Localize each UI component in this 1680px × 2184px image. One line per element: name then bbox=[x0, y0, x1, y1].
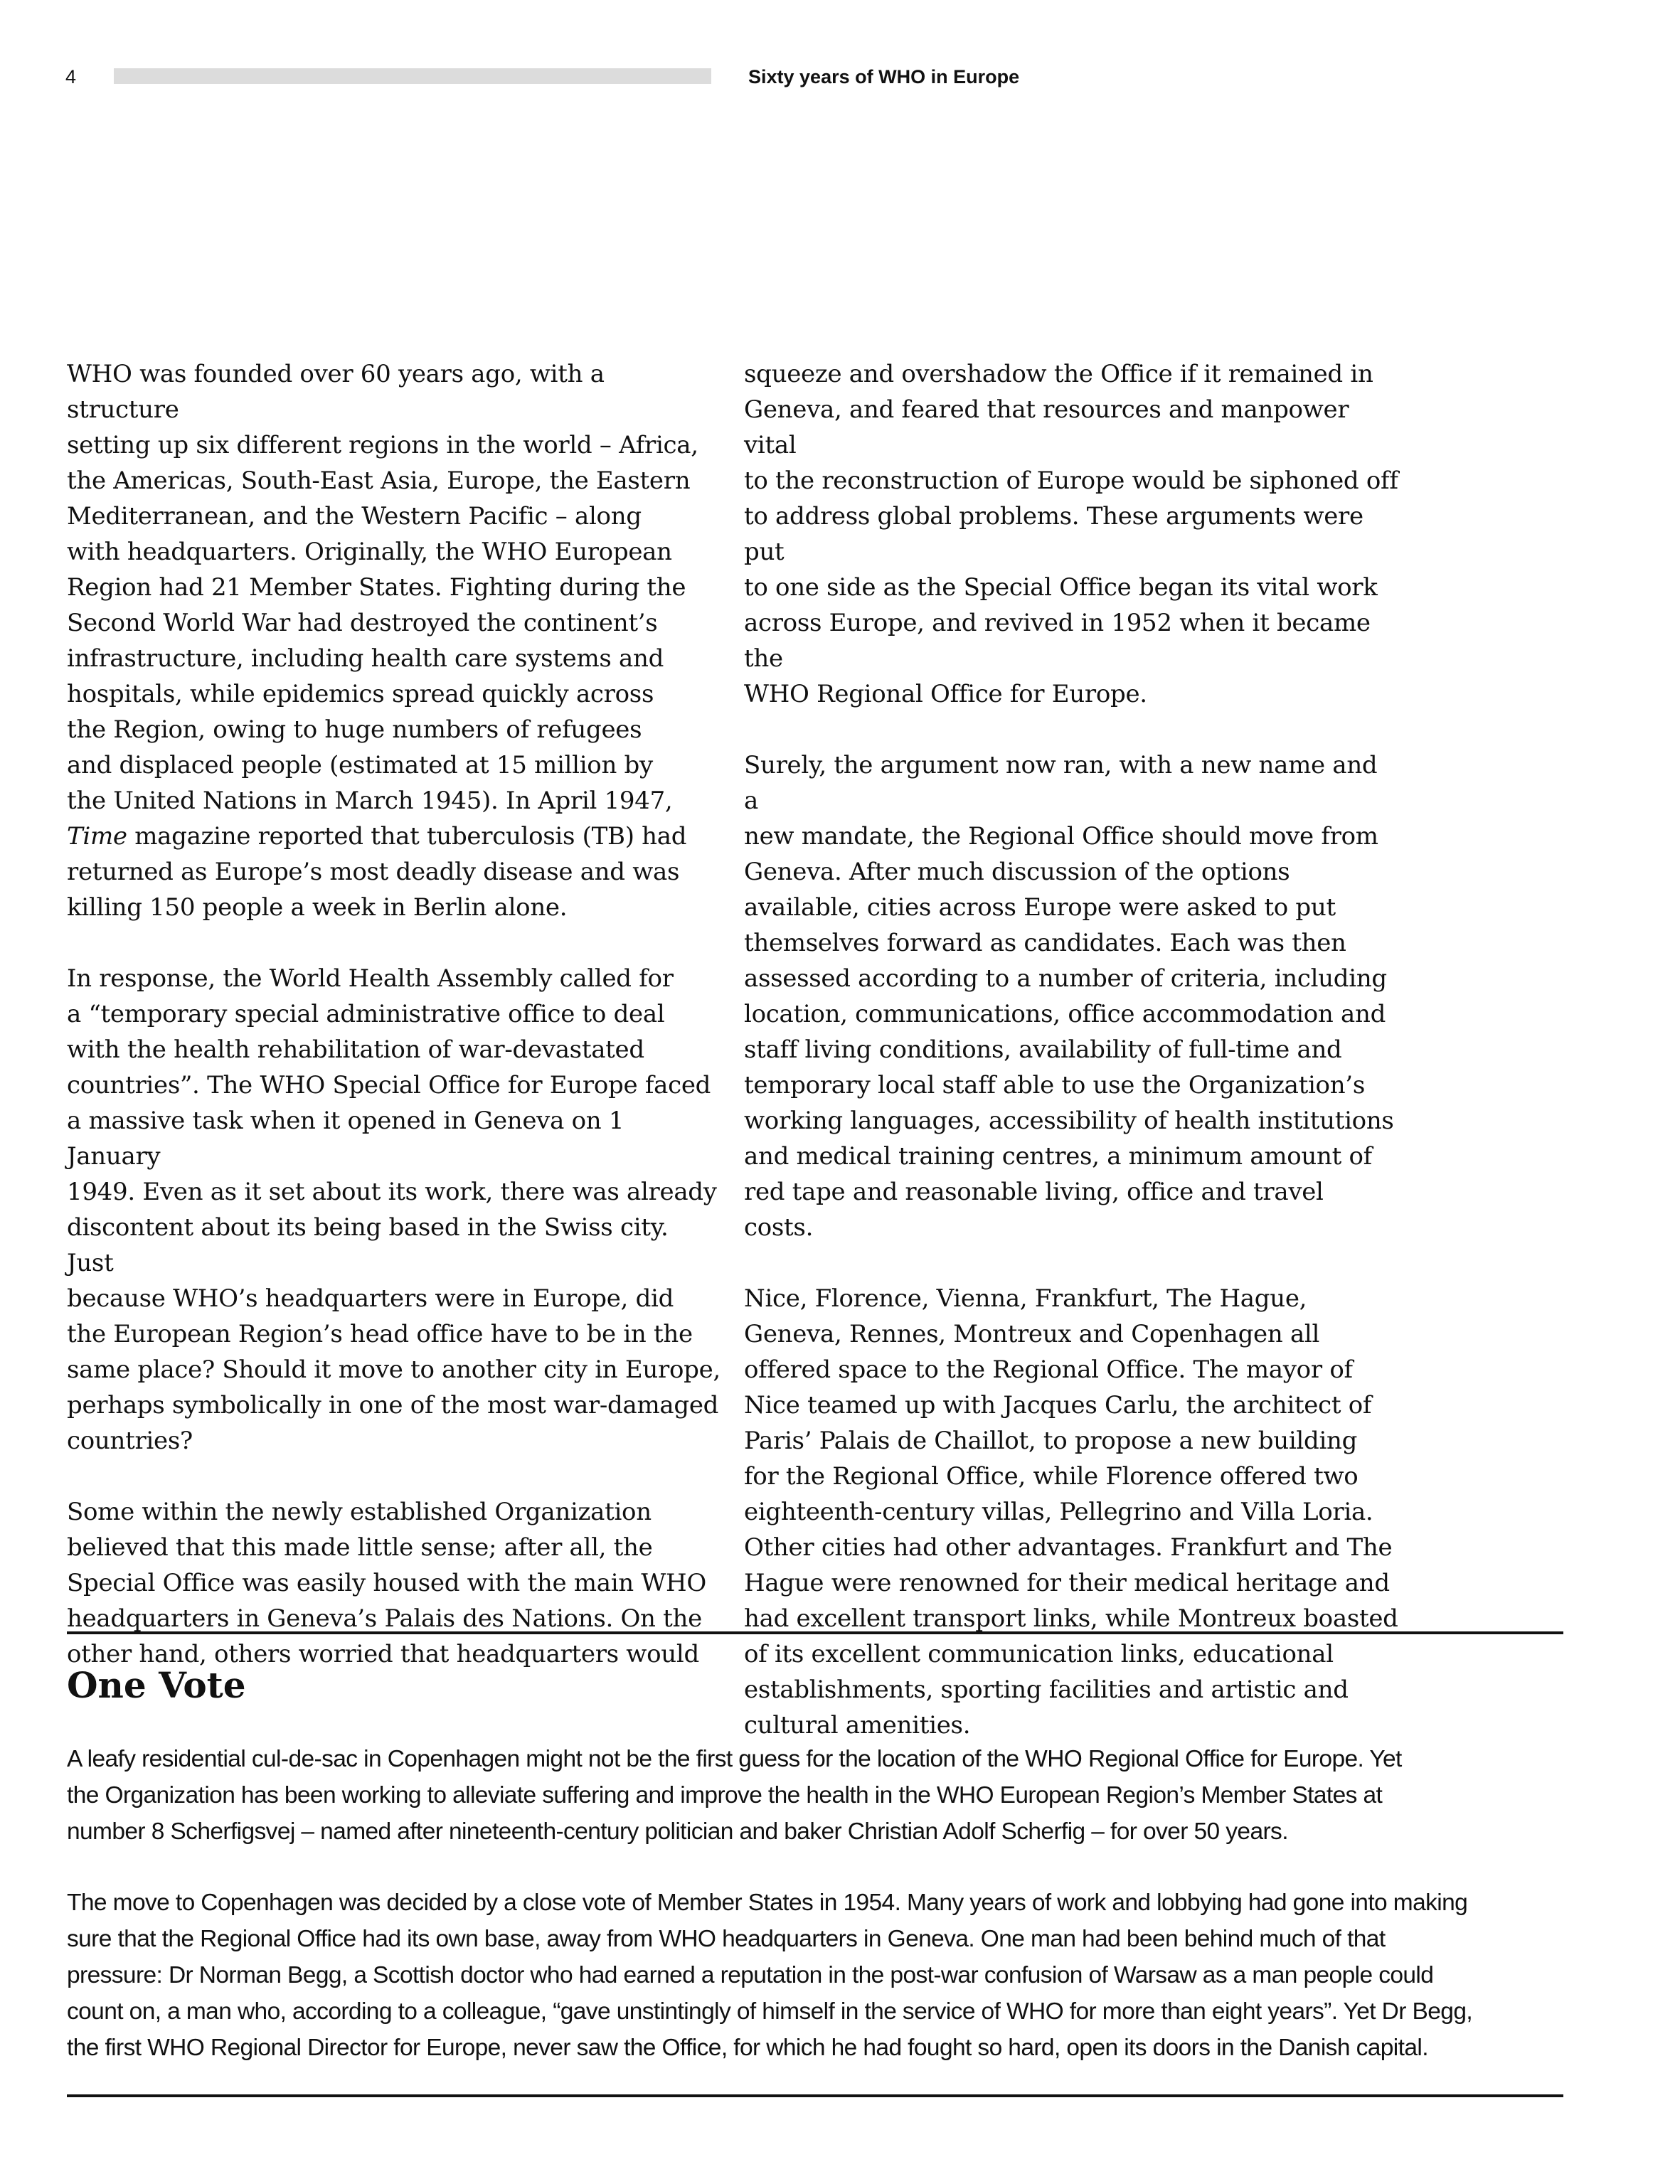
left-paragraph-1 bbox=[67, 356, 721, 925]
left-paragraph-3: Some within the newly established Organization believed that this made little sense; after all, the Special Office was easily housed with the main WHO headquarters in Geneva’s Palais des Nations. On the other hand, others worried that headquarters would bbox=[67, 1498, 706, 1668]
page-number: 4 bbox=[65, 66, 77, 87]
left-paragraph-1-text-end: magazine reported that tuberculosis (TB) had returned as Europe’s most deadly disease and was killing 150 people a week in Berlin alone. bbox=[67, 822, 687, 922]
left-paragraph-2: In response, the World Health Assembly called for a “temporary special administrative office to deal with the health rehabilitation of war-devastated countries”. The WHO Special Office for Europe faced a massive task when it opened in Geneva on 1 January 1949. Even as it set about its work, there was already discontent about its being based in the Swiss city. Just because WHO’s headquarters were in Europe, did the European Region’s head office have to be in the same place? Should it move to another city in Europe, perhaps symbolically in one of the most war-damaged countries? bbox=[67, 964, 721, 1455]
left-column bbox=[67, 356, 721, 1672]
right-paragraph-3: Nice, Florence, Vienna, Frankfurt, The Hague, Geneva, Rennes, Montreux and Copenhagen all offered space to the Regional Office. The mayor of Nice teamed up with Jacques Carlu, the architect of Paris’ Palais de Chaillot, to propose a new building for the Regional Office, while Florence offered two eighteenth-century villas, Pellegrino and Villa Loria. Other cities had other advantages. Frankfurt and The Hague were renowned for their medical heritage and had excellent transport links, while Montreux boasted of its excellent communication links, educational establishments, sporting facilities and artistic and cultural amenities. bbox=[744, 1284, 1398, 1740]
section-paragraph-2: The move to Copenhagen was decided by a close vote of Member States in 1954. Many years of work and lobbying had gone into making sure that the Regional Office had its own base, away from WHO headquarters in Geneva. One man had been behind much of that pressure: Dr Norman Begg, a Scottish doctor who had earned a reputation in the post-war confusion of Warsaw as a man people could count on, a man who, according to a colleague, “gave unstintingly of himself in the service of WHO for more than eight years”. Yet Dr Begg, the first WHO Regional Director for Europe, never saw the Office, for which he had fought so hard, open its doors in the Danish capital. bbox=[67, 1890, 1473, 2061]
section-bottom-rule bbox=[67, 2094, 1563, 2097]
section-top-rule bbox=[67, 1631, 1563, 1634]
right-paragraph-1: squeeze and overshadow the Office if it remained in Geneva, and feared that resources and manpower vital to the reconstruction of Europe would be siphoned off to address global problems. These arguments were put to one side as the Special Office began its vital work across Europe, and revived in 1952 when it became the WHO Regional Office for Europe. bbox=[744, 360, 1398, 708]
section-heading: One Vote bbox=[67, 1664, 246, 1706]
left-paragraph-1-text: WHO was founded over 60 years ago, with a structure setting up six different regions in the world – Africa, the Americas, South-East Asia, Europe, the Eastern Mediterranean, and the Western Pacific – along with headquarters. Originally, the WHO European Region had 21 Member States. Fighting during the Second World War had destroyed the continent’s infrastructure, including health care systems and hospitals, while epidemics spread quickly across the Region, owing to huge numbers of refugees and displaced people (estimated at 15 million by the United Nations in March 1945). In April 1947, bbox=[67, 360, 698, 815]
right-column bbox=[744, 356, 1398, 1743]
running-title: Sixty years of WHO in Europe bbox=[748, 66, 1020, 87]
section-body bbox=[67, 1741, 1596, 2066]
time-magazine-title: Time bbox=[67, 822, 127, 851]
header-bar bbox=[114, 68, 711, 84]
right-paragraph-2: Surely, the argument now ran, with a new name and a new mandate, the Regional Office should move from Geneva. After much discussion of the options available, cities across Europe were asked to put themselves forward as candidates. Each was then assessed according to a number of criteria, including location, communications, office accommodation and staff living conditions, availability of full-time and temporary local staff able to use the Organization’s working languages, accessibility of health institutions and medical training centres, a minimum amount of red tape and reasonable living, office and travel costs. bbox=[744, 751, 1394, 1242]
section-paragraph-1: A leafy residential cul-de-sac in Copenhagen might not be the first guess for the location of the WHO Regional Office for Europe. Yet the Organization has been working to alleviate suffering and improve the health in the WHO European Region’s Member States at number 8 Scherfigsvej – named after nineteenth-century politician and baker Christian Adolf Scherfig – for over 50 years. bbox=[67, 1746, 1402, 1845]
